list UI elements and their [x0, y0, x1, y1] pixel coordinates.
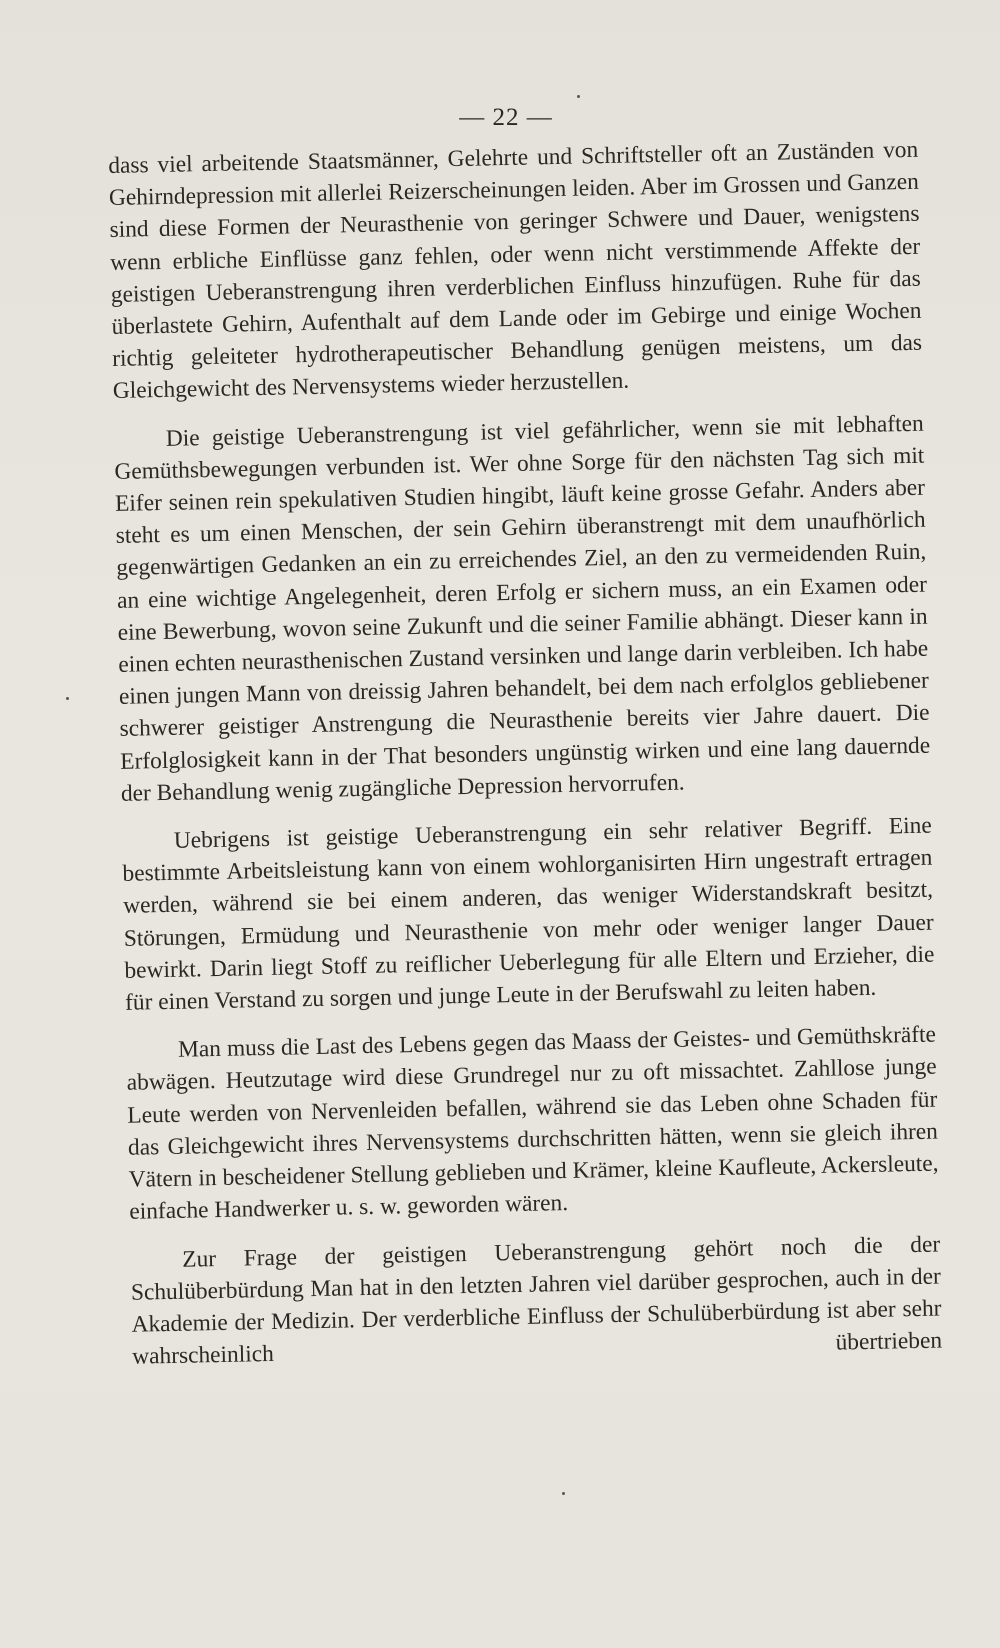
- paragraph-5: Zur Frage der geistigen Ueberanstrengung gehört noch die der Schulüberbürdung Man hat in den letzten Jahren viel darüber gesprochen, auch in der Akademie der Medizin. Der verderbliche Einfluss der Schulüberbürdung ist aber sehr wahrscheinlich übertrieben: [130, 1231, 943, 1370]
- paper-speck: [562, 1492, 565, 1495]
- paragraph-1: dass viel arbeitende Staatsmänner, Gelehrte und Schriftsteller oft an Zuständen von Gehirndepression mit allerlei Reizerscheinungen leiden. Aber im Grossen und Ganzen sind diese Formen der Neurasthenie von geringer Schwere und Dauer, wenigstens wenn erbliche Einflüsse ganz fehlen, oder wenn nicht verstimmende Affekte der geistigen Ueberanstrengung ihren verderblichen Einfluss hinzufügen. Ruhe für das überlastete Gehirn, Aufenthalt auf dem Lande oder im Gebirge und einige Wochen richtig geleiteter hydrotherapeutischer Behandlung genügen meistens, um das Gleichgewicht des Nervensystems wieder herzustellen.: [108, 136, 923, 405]
- paper-speck: [577, 95, 580, 98]
- page-number: — 22 —: [459, 104, 553, 131]
- paragraph-3: Uebrigens ist geistige Ueberanstrengung ein sehr relativer Begriff. Eine bestimmte Arbeitsleistung kann von einem wohlorganisirten Hirn ungestraft ertragen werden, während sie bei einem anderen, das weniger Widerstandskraft besitzt, Störungen, Ermüdung und Neurasthenie von mehr oder weniger langer Dauer bewirkt. Darin liegt Stoff zu reiflicher Ueberlegung für alle Eltern und Erzieher, die für einen Verstand zu sorgen und junge Leute in der Berufswahl zu leiten haben.: [122, 812, 935, 1016]
- paragraph-4: Man muss die Last des Lebens gegen das Maass der Geistes- und Gemüthskräfte abwägen. Heutzutage wird diese Grundregel nur zu oft missachtet. Zahllose junge Leute werden von Nervenleiden befallen, während sie das Leben ohne Schaden für das Gleichgewicht ihres Nervensystems durchschritten hätten, wenn sie gleich ihren Vätern in bescheidener Stellung geblieben und Krämer, kleine Kaufleute, Ackersleute, einfache Handwerker u. s. w. geworden wären.: [126, 1021, 939, 1226]
- body-text: [108, 134, 943, 1389]
- paragraph-2: Die geistige Ueberanstrengung ist viel gefährlicher, wenn sie mit lebhaften Gemüthsbewegungen verbunden ist. Wer ohne Sorge für den nächsten Tag sich mit Eifer seinen rein spekulativen Studien hingibt, läuft keine grosse Gefahr. Anders aber steht es um einen Menschen, der sein Gehirn überanstrengt mit dem unaufhörlich gegenwärtigen Gedanken an ein zu erreichendes Ziel, an den zu vermeidenden Ruin, an eine wichtige Angelegenheit, deren Erfolg er sichern muss, an ein Examen oder eine Bewerbung, wovon seine Zukunft und die seiner Familie abhängt. Dieser kann in einen echten neurasthenischen Zustand versinken und lange darin verbleiben. Ich habe einen jungen Mann von dreissig Jahren behandelt, bei dem nach erfolglos gebliebener schwerer geistiger Anstrengung die Neurasthenie bereits vier Jahre dauert. Die Erfolglosigkeit kann in der That besonders ungünstig wirken und eine lang dauernde der Behandlung wenig zugängliche Depression hervorrufen.: [114, 410, 931, 807]
- paper-speck: [66, 697, 69, 700]
